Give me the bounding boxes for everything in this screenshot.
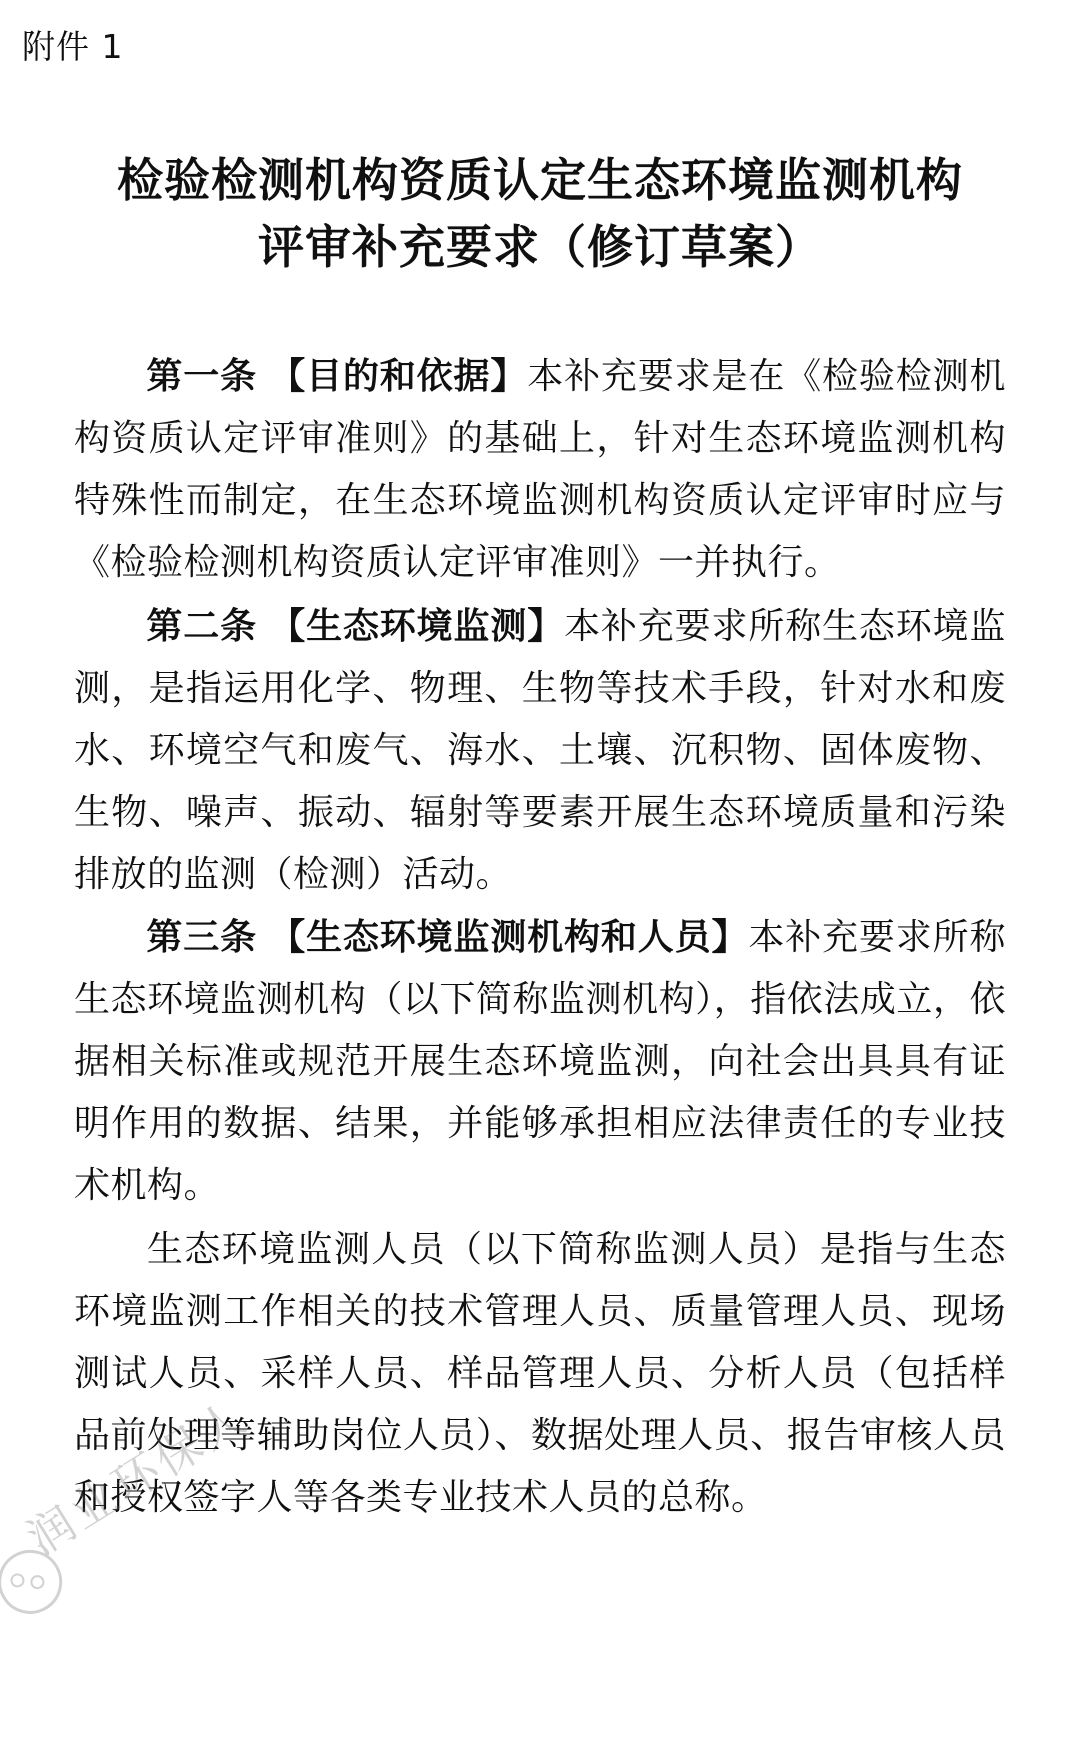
attachment-label: 附件 1 — [22, 27, 124, 66]
seal-icon — [0, 1538, 74, 1626]
article-heading: 【目的和依据】 — [269, 356, 528, 398]
article-heading: 【生态环境监测】 — [269, 605, 565, 647]
page-title — [74, 147, 1006, 280]
article-spacer — [257, 356, 269, 397]
article-spacer — [257, 606, 269, 647]
article-number: 第三条 — [146, 917, 257, 959]
article-text: 本补充要求是在《检验检测机构资质认定评审准则》的基础上，针对生态环境监测机构特殊性而制定，在生态环境监测机构资质认定评审时应与《检验检测机构资质认定评审准则》一并执行。 — [74, 356, 1006, 583]
article-number: 第一条 — [146, 356, 257, 398]
article-number: 第二条 — [146, 605, 257, 647]
article-spacer — [257, 917, 269, 958]
article-paragraph — [74, 907, 1006, 1217]
body-paragraph-text: 生态环境监测人员（以下简称监测人员）是指与生态环境监测工作相关的技术管理人员、质量管理人员、现场测试人员、采样人员、样品管理人员、分析人员（包括样品前处理等辅助岗位人员）、数据处理人员、报告审核人员和授权签字人等各类专业技术人员的总称。 — [74, 1228, 1006, 1518]
page-title-line-1: 检验检测机构资质认定生态环境监测机构 — [117, 152, 963, 207]
article-paragraph — [74, 596, 1006, 906]
body-paragraph — [74, 1219, 1006, 1529]
watermark-text: 润业环保人 — [17, 1387, 259, 1567]
article-paragraph — [74, 346, 1006, 594]
page-title-line-2: 评审补充要求（修订草案） — [258, 219, 822, 274]
article-heading: 【生态环境监测机构和人员】 — [269, 917, 749, 959]
article-text: 本补充要求所称生态环境监测机构（以下简称监测机构），指依法成立，依据相关标准或规范开展生态环境监测，向社会出具具有证明作用的数据、结果，并能够承担相应法律责任的专业技术机构。 — [74, 917, 1006, 1207]
document-body — [74, 346, 1006, 1528]
article-text: 本补充要求所称生态环境监测，是指运用化学、物理、生物等技术手段，针对水和废水、环境空气和废气、海水、土壤、沉积物、固体废物、生物、噪声、振动、辐射等要素开展生态环境质量和污染排放的监测（检测）活动。 — [74, 605, 1006, 895]
